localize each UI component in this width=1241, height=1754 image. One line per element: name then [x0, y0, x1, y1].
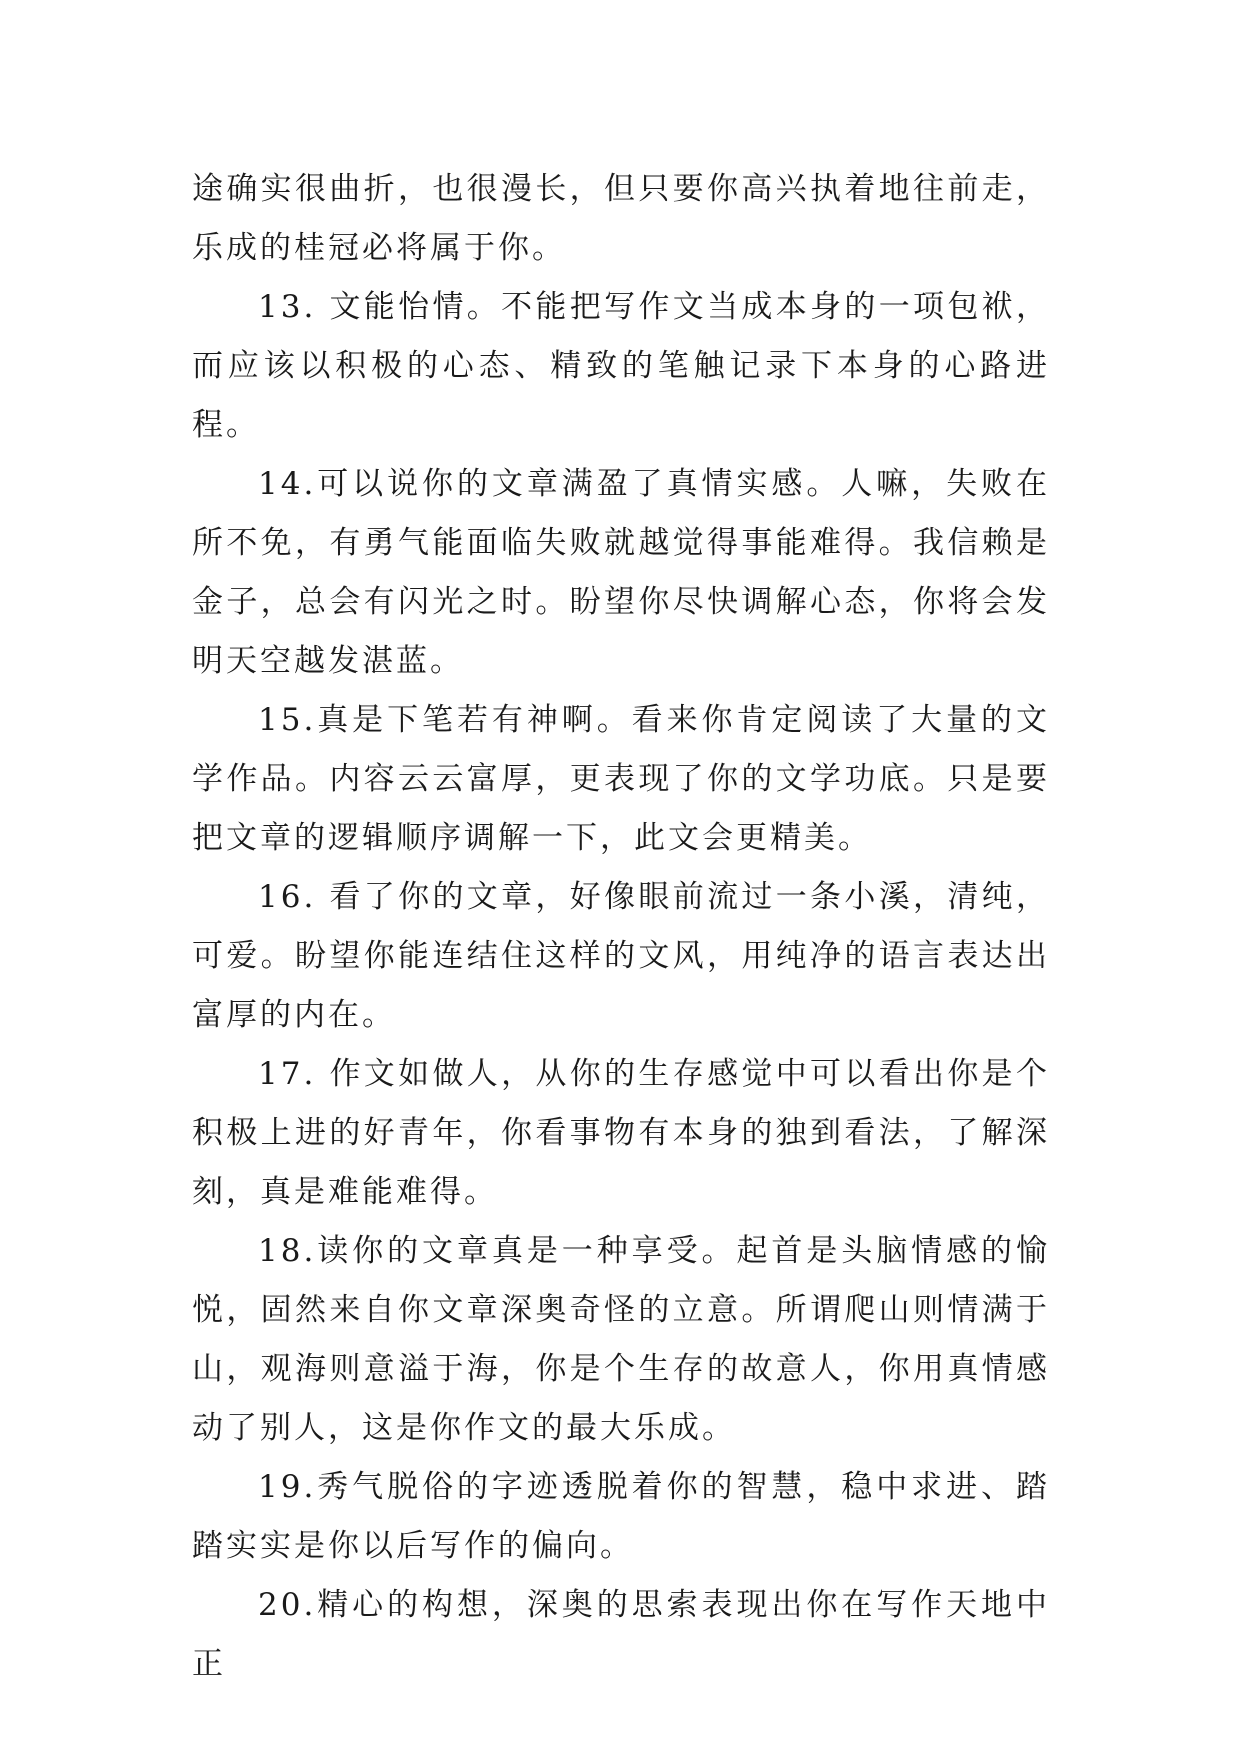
paragraph-20: 20.精心的构想，深奥的思索表现出你在写作天地中正 — [192, 1587, 1050, 1682]
paragraph-13: 13. 文能怡情。不能把写作文当成本身的一项包袱，而应该以积极的心态、精致的笔触记录下本身的心路进程。 — [192, 289, 1050, 443]
paragraph-16: 16. 看了你的文章，好像眼前流过一条小溪，清纯，可爱。盼望你能连结住这样的文风，用纯净的语言表达出富厚的内在。 — [192, 879, 1050, 1033]
paragraph-19: 19.秀气脱俗的字迹透脱着你的智慧，稳中求进、踏踏实实是你以后写作的偏向。 — [192, 1469, 1050, 1564]
paragraph-14: 14.可以说你的文章满盈了真情实感。人嘛，失败在所不免，有勇气能面临失败就越觉得事能难得。我信赖是金子，总会有闪光之时。盼望你尽快调解心态，你将会发明天空越发湛蓝。 — [192, 466, 1050, 679]
paragraph-17: 17. 作文如做人，从你的生存感觉中可以看出你是个积极上进的好青年，你看事物有本身的独到看法，了解深刻，真是难能难得。 — [192, 1056, 1050, 1210]
paragraph-18: 18.读你的文章真是一种享受。起首是头脑情感的愉悦，固然来自你文章深奥奇怪的立意。所谓爬山则情满于山，观海则意溢于海，你是个生存的故意人，你用真情感动了别人，这是你作文的最大乐成。 — [192, 1233, 1050, 1446]
paragraph-continuation: 途确实很曲折，也很漫长，但只要你高兴执着地往前走，乐成的桂冠必将属于你。 — [192, 171, 1050, 266]
paragraph-15: 15.真是下笔若有神啊。看来你肯定阅读了大量的文学作品。内容云云富厚，更表现了你的文学功底。只是要把文章的逻辑顺序调解一下，此文会更精美。 — [192, 702, 1050, 856]
document-body — [192, 160, 1050, 1694]
